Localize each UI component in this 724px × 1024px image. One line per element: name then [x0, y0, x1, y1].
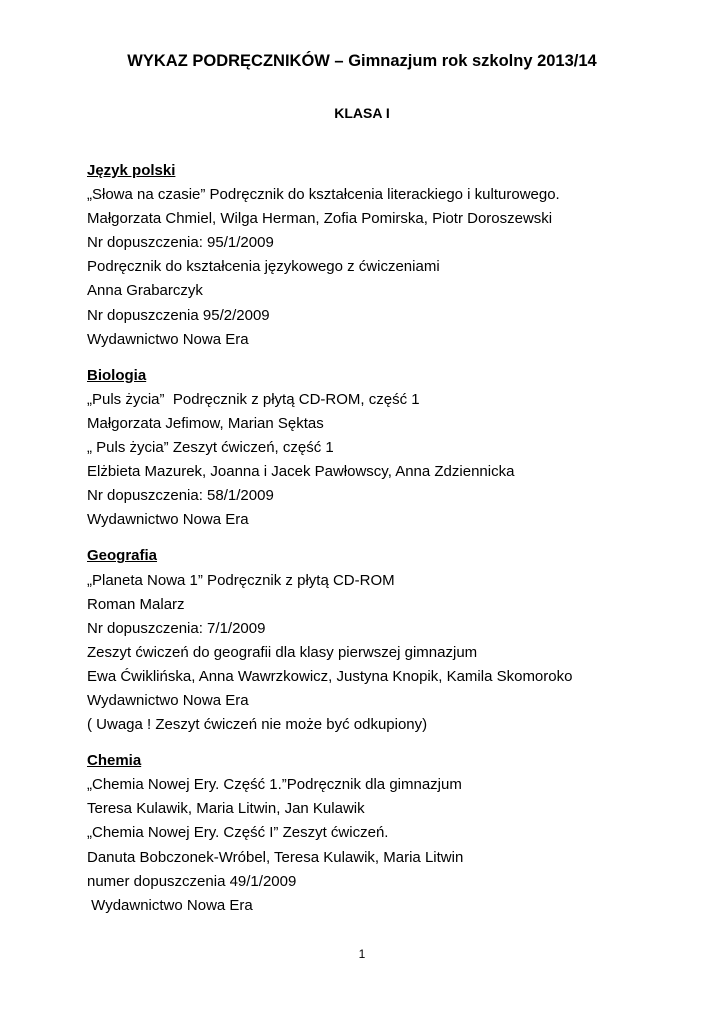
section-line: „Puls życia” Podręcznik z płytą CD-ROM, część 1	[87, 390, 420, 408]
textbook-list	[87, 159, 707, 930]
section-line: Nr dopuszczenia: 58/1/2009	[87, 487, 274, 505]
section-biologia	[87, 364, 707, 533]
section-line: Wydawnictwo Nowa Era	[87, 896, 253, 914]
section-line: Roman Malarz	[87, 595, 185, 613]
section-line: Elżbieta Mazurek, Joanna i Jacek Pawłowscy, Anna Zdziennicka	[87, 463, 515, 481]
section-line: Danuta Bobczonek-Wróbel, Teresa Kulawik, Maria Litwin	[87, 848, 464, 866]
section-line: Wydawnictwo Nowa Era	[87, 330, 249, 348]
section-line: Wydawnictwo Nowa Era	[87, 691, 249, 709]
section-line: „ Puls życia” Zeszyt ćwiczeń, część 1	[87, 439, 334, 457]
section-line: Podręcznik do kształcenia językowego z ćwiczeniami	[87, 258, 440, 276]
section-line: numer dopuszczenia 49/1/2009	[87, 872, 297, 890]
section-line: Nr dopuszczenia: 95/1/2009	[87, 234, 274, 252]
section-line: Ewa Ćwiklińska, Anna Wawrzkowicz, Justyna Knopik, Kamila Skomoroko	[87, 667, 573, 685]
section-line: Małgorzata Chmiel, Wilga Herman, Zofia Pomirska, Piotr Doroszewski	[87, 210, 553, 228]
document-title: WYKAZ PODRĘCZNIKÓW – Gimnazjum rok szkolny 2013/14	[127, 52, 597, 70]
section-line: „Słowa na czasie” Podręcznik do kształcenia literackiego i kulturowego.	[87, 186, 560, 204]
section-line: „Chemia Nowej Ery. Część I” Zeszyt ćwiczeń.	[87, 824, 389, 842]
class-heading: KLASA I	[334, 105, 390, 121]
section-line: Nr dopuszczenia 95/2/2009	[87, 306, 270, 324]
page-number: 1	[358, 947, 366, 961]
section-line: Wydawnictwo Nowa Era	[87, 511, 249, 529]
section-title: Geografia	[87, 547, 158, 565]
section-line: Małgorzata Jefimow, Marian Sęktas	[87, 414, 324, 432]
section-title: Chemia	[87, 752, 142, 770]
section-line: Anna Grabarczyk	[87, 282, 203, 300]
section-title: Biologia	[87, 366, 147, 384]
section-line: Zeszyt ćwiczeń do geografii dla klasy pierwszej gimnazjum	[87, 643, 478, 661]
section-line: Teresa Kulawik, Maria Litwin, Jan Kulawik	[87, 800, 365, 818]
section-line: „Chemia Nowej Ery. Część 1.”Podręcznik dla gimnazjum	[87, 776, 462, 794]
section-jezyk-polski	[87, 159, 707, 352]
section-title: Język polski	[87, 162, 176, 179]
section-chemia	[87, 749, 707, 918]
section-line: Nr dopuszczenia: 7/1/2009	[87, 619, 266, 637]
section-geografia	[87, 544, 707, 737]
section-line: ( Uwaga ! Zeszyt ćwiczeń nie może być odkupiony)	[87, 716, 428, 734]
section-line: „Planeta Nowa 1” Podręcznik z płytą CD-ROM	[87, 571, 395, 589]
